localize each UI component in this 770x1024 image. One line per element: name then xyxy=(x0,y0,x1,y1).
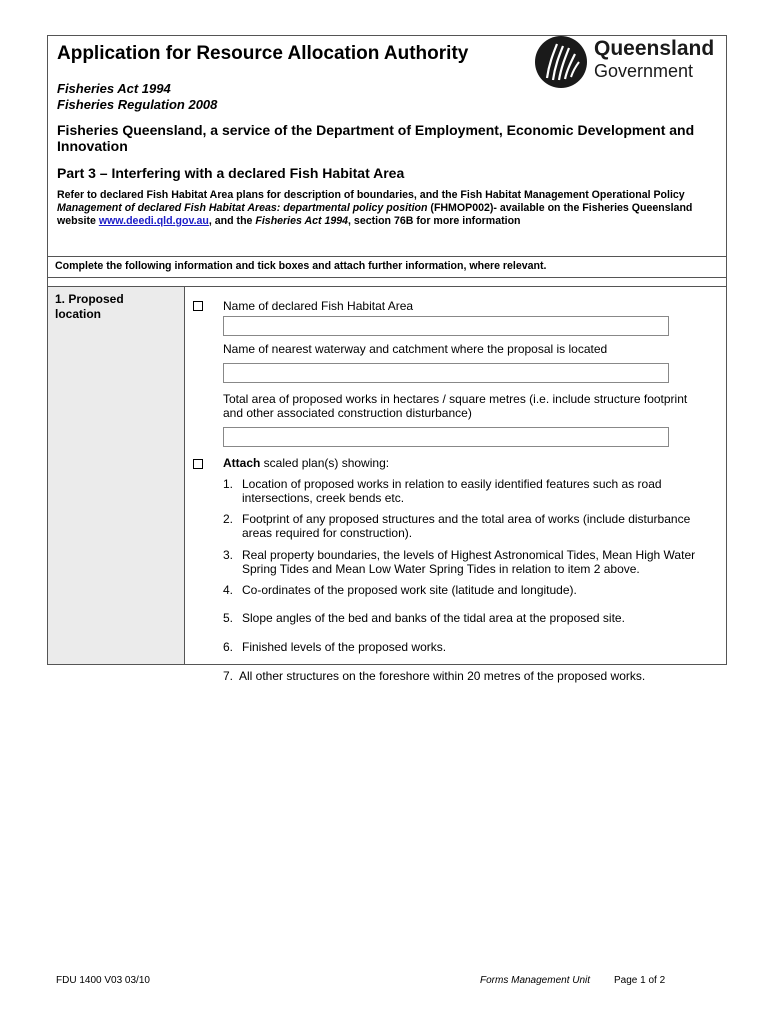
part-title: Part 3 – Interfering with a declared Fish Habitat Area xyxy=(57,165,405,181)
list-text: Slope angles of the bed and banks of the tidal area at the proposed site. xyxy=(242,611,625,625)
logo-subtitle: Government xyxy=(594,61,694,81)
reference-text: Refer to declared Fish Habitat Area plans for description of boundaries, and the Fish Habitat Management Operational Policy xyxy=(57,189,685,201)
fhma-name-field[interactable] xyxy=(223,316,669,336)
list-text: All other structures on the foreshore within 20 metres of the proposed works. xyxy=(239,669,646,683)
section-label: 1. Proposed location xyxy=(55,292,124,321)
location-checkbox[interactable] xyxy=(193,301,203,311)
queensland-government-logo xyxy=(533,37,713,87)
page-title: Application for Resource Allocation Authority xyxy=(57,43,469,64)
act-reference: Fisheries Act 1994 xyxy=(57,81,171,96)
section-label-column xyxy=(48,287,185,664)
area-label: Total area of proposed works in hectares / square metres (i.e. include structure footprint and other associated construction disturbance) xyxy=(223,392,688,420)
list-text: Footprint of any proposed structures and the total area of works (include disturbance areas required for construction). xyxy=(242,512,691,540)
fhma-name-label: Name of declared Fish Habitat Area xyxy=(223,299,414,313)
reference-text: (FHMOP002)- available on the Fisheries Queensland website xyxy=(57,202,693,227)
section-content xyxy=(185,287,726,683)
list-number: 2. xyxy=(223,512,234,526)
list-number: 5. xyxy=(223,611,234,625)
list-text: Location of proposed works in relation to easily identified features such as road intersections, creek bends etc. xyxy=(242,477,662,505)
list-text: Real property boundaries, the levels of Highest Astronomical Tides, Mean High Water Spring Tides and Mean Low Water Spring Tides in relation to item 2 above. xyxy=(242,548,696,576)
list-number: 6. xyxy=(223,640,234,654)
waterway-field[interactable] xyxy=(223,363,669,383)
area-field[interactable] xyxy=(223,427,669,447)
attach-checkbox[interactable] xyxy=(193,459,203,469)
attach-label xyxy=(223,456,703,470)
list-number: 3. xyxy=(223,548,234,562)
list-number: 1. xyxy=(223,477,234,491)
act-title: Fisheries Act 1994 xyxy=(255,215,349,227)
coat-of-arms-icon xyxy=(533,34,589,90)
attach-bold: Attach xyxy=(223,456,261,470)
page-number: Page 1 of 2 xyxy=(614,975,666,986)
form-code: FDU 1400 V03 03/10 xyxy=(56,975,150,986)
reference-note xyxy=(57,189,725,228)
list-text: Co-ordinates of the proposed work site (latitude and longitude). xyxy=(242,583,577,597)
list-number: 7. xyxy=(223,669,234,683)
list-number: 4. xyxy=(223,583,234,597)
policy-title: Management of declared Fish Habitat Areas: departmental policy position xyxy=(57,202,428,214)
instruction-row xyxy=(48,257,726,278)
website-link[interactable]: www.deedi.qld.gov.au xyxy=(98,215,209,227)
list-text: Finished levels of the proposed works. xyxy=(242,640,447,654)
reference-text: , and the xyxy=(208,215,256,227)
instruction-text: Complete the following information and tick boxes and attach further information, where relevant. xyxy=(55,260,547,272)
waterway-label: Name of nearest waterway and catchment where the proposal is located xyxy=(223,342,608,356)
organisation-name: Fisheries Queensland, a service of the Department of Employment, Economic Development and Innovation xyxy=(57,122,695,154)
forms-unit: Forms Management Unit xyxy=(480,975,591,986)
application-form xyxy=(47,35,727,683)
reference-text: , section 76B for more information xyxy=(348,215,521,227)
attach-text: scaled plan(s) showing: xyxy=(260,456,390,470)
regulation-reference: Fisheries Regulation 2008 xyxy=(57,97,218,112)
divider xyxy=(48,278,726,287)
logo-name: Queensland xyxy=(594,37,715,60)
